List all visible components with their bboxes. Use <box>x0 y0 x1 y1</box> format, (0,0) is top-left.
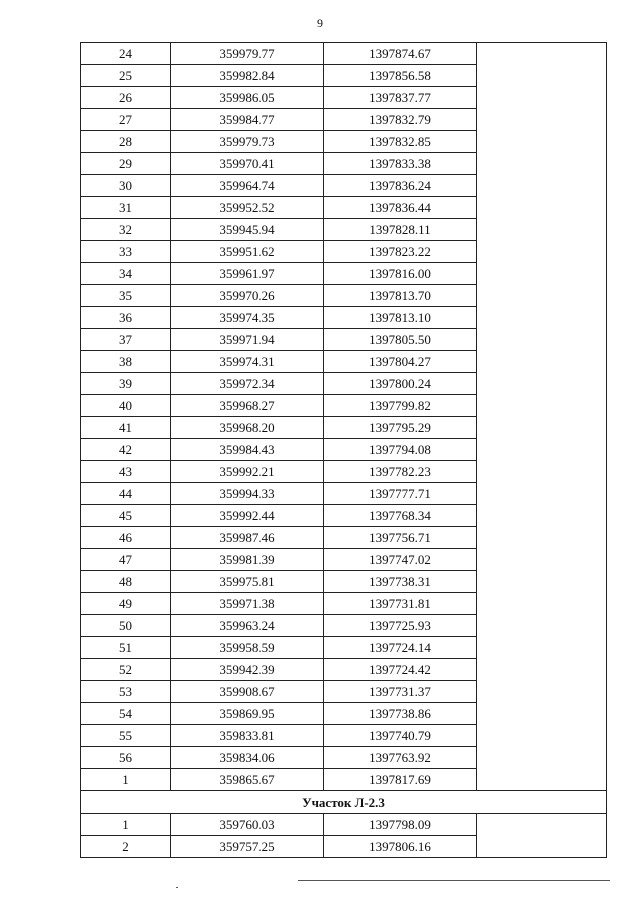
table-row <box>81 43 607 65</box>
x-coordinate-cell: 359961.97 <box>171 263 324 285</box>
point-number-cell: 36 <box>81 307 171 329</box>
point-number-cell: 47 <box>81 549 171 571</box>
y-coordinate-cell: 1397856.58 <box>324 65 477 87</box>
y-coordinate-cell: 1397738.31 <box>324 571 477 593</box>
note-cell <box>477 814 607 858</box>
y-coordinate-cell: 1397805.50 <box>324 329 477 351</box>
y-coordinate-cell: 1397724.42 <box>324 659 477 681</box>
point-number-cell: 32 <box>81 219 171 241</box>
y-coordinate-cell: 1397836.44 <box>324 197 477 219</box>
x-coordinate-cell: 359945.94 <box>171 219 324 241</box>
x-coordinate-cell: 359975.81 <box>171 571 324 593</box>
x-coordinate-cell: 359974.31 <box>171 351 324 373</box>
y-coordinate-cell: 1397794.08 <box>324 439 477 461</box>
x-coordinate-cell: 359984.43 <box>171 439 324 461</box>
y-coordinate-cell: 1397800.24 <box>324 373 477 395</box>
point-number-cell: 28 <box>81 131 171 153</box>
x-coordinate-cell: 359974.35 <box>171 307 324 329</box>
y-coordinate-cell: 1397798.09 <box>324 814 477 836</box>
y-coordinate-cell: 1397817.69 <box>324 769 477 791</box>
point-number-cell: 2 <box>81 836 171 858</box>
x-coordinate-cell: 359908.67 <box>171 681 324 703</box>
x-coordinate-cell: 359834.06 <box>171 747 324 769</box>
x-coordinate-cell: 359964.74 <box>171 175 324 197</box>
x-coordinate-cell: 359981.39 <box>171 549 324 571</box>
y-coordinate-cell: 1397832.85 <box>324 131 477 153</box>
y-coordinate-cell: 1397836.24 <box>324 175 477 197</box>
x-coordinate-cell: 359970.26 <box>171 285 324 307</box>
table-row <box>81 814 607 836</box>
section-header <box>81 791 607 814</box>
y-coordinate-cell: 1397813.10 <box>324 307 477 329</box>
coordinates-table-body-bottom <box>81 814 607 858</box>
x-coordinate-cell: 359982.84 <box>171 65 324 87</box>
point-number-cell: 29 <box>81 153 171 175</box>
point-number-cell: 39 <box>81 373 171 395</box>
x-coordinate-cell: 359971.94 <box>171 329 324 351</box>
point-number-cell: 37 <box>81 329 171 351</box>
point-number-cell: 53 <box>81 681 171 703</box>
point-number-cell: 35 <box>81 285 171 307</box>
coordinates-table <box>80 42 607 858</box>
point-number-cell: 48 <box>81 571 171 593</box>
point-number-cell: 43 <box>81 461 171 483</box>
point-number-cell: 55 <box>81 725 171 747</box>
y-coordinate-cell: 1397756.71 <box>324 527 477 549</box>
x-coordinate-cell: 359986.05 <box>171 87 324 109</box>
y-coordinate-cell: 1397874.67 <box>324 43 477 65</box>
scan-artifact-dot <box>176 887 178 888</box>
note-cell <box>477 43 607 791</box>
x-coordinate-cell: 359979.77 <box>171 43 324 65</box>
y-coordinate-cell: 1397777.71 <box>324 483 477 505</box>
point-number-cell: 46 <box>81 527 171 549</box>
x-coordinate-cell: 359951.62 <box>171 241 324 263</box>
x-coordinate-cell: 359970.41 <box>171 153 324 175</box>
x-coordinate-cell: 359865.67 <box>171 769 324 791</box>
point-number-cell: 1 <box>81 769 171 791</box>
y-coordinate-cell: 1397816.00 <box>324 263 477 285</box>
y-coordinate-cell: 1397804.27 <box>324 351 477 373</box>
point-number-cell: 52 <box>81 659 171 681</box>
point-number-cell: 49 <box>81 593 171 615</box>
y-coordinate-cell: 1397740.79 <box>324 725 477 747</box>
y-coordinate-cell: 1397832.79 <box>324 109 477 131</box>
point-number-cell: 42 <box>81 439 171 461</box>
y-coordinate-cell: 1397813.70 <box>324 285 477 307</box>
y-coordinate-cell: 1397763.92 <box>324 747 477 769</box>
point-number-cell: 30 <box>81 175 171 197</box>
x-coordinate-cell: 359833.81 <box>171 725 324 747</box>
page-number: 9 <box>317 16 323 30</box>
point-number-cell: 44 <box>81 483 171 505</box>
x-coordinate-cell: 359992.21 <box>171 461 324 483</box>
point-number-cell: 26 <box>81 87 171 109</box>
y-coordinate-cell: 1397806.16 <box>324 836 477 858</box>
y-coordinate-cell: 1397768.34 <box>324 505 477 527</box>
y-coordinate-cell: 1397731.81 <box>324 593 477 615</box>
y-coordinate-cell: 1397725.93 <box>324 615 477 637</box>
point-number-cell: 31 <box>81 197 171 219</box>
point-number-cell: 24 <box>81 43 171 65</box>
point-number-cell: 40 <box>81 395 171 417</box>
section-title: Участок Л-2.3 <box>81 791 607 814</box>
point-number-cell: 1 <box>81 814 171 836</box>
x-coordinate-cell: 359942.39 <box>171 659 324 681</box>
x-coordinate-cell: 359869.95 <box>171 703 324 725</box>
x-coordinate-cell: 359992.44 <box>171 505 324 527</box>
section-row <box>81 791 607 814</box>
point-number-cell: 54 <box>81 703 171 725</box>
point-number-cell: 51 <box>81 637 171 659</box>
point-number-cell: 25 <box>81 65 171 87</box>
y-coordinate-cell: 1397782.23 <box>324 461 477 483</box>
scan-artifact-line <box>298 880 610 881</box>
coordinates-table-body-top <box>81 43 607 791</box>
y-coordinate-cell: 1397724.14 <box>324 637 477 659</box>
y-coordinate-cell: 1397833.38 <box>324 153 477 175</box>
point-number-cell: 56 <box>81 747 171 769</box>
x-coordinate-cell: 359968.20 <box>171 417 324 439</box>
point-number-cell: 41 <box>81 417 171 439</box>
x-coordinate-cell: 359963.24 <box>171 615 324 637</box>
y-coordinate-cell: 1397828.11 <box>324 219 477 241</box>
y-coordinate-cell: 1397731.37 <box>324 681 477 703</box>
x-coordinate-cell: 359979.73 <box>171 131 324 153</box>
y-coordinate-cell: 1397747.02 <box>324 549 477 571</box>
x-coordinate-cell: 359760.03 <box>171 814 324 836</box>
y-coordinate-cell: 1397799.82 <box>324 395 477 417</box>
x-coordinate-cell: 359972.34 <box>171 373 324 395</box>
point-number-cell: 27 <box>81 109 171 131</box>
point-number-cell: 33 <box>81 241 171 263</box>
x-coordinate-cell: 359958.59 <box>171 637 324 659</box>
point-number-cell: 45 <box>81 505 171 527</box>
point-number-cell: 38 <box>81 351 171 373</box>
x-coordinate-cell: 359994.33 <box>171 483 324 505</box>
y-coordinate-cell: 1397795.29 <box>324 417 477 439</box>
y-coordinate-cell: 1397837.77 <box>324 87 477 109</box>
x-coordinate-cell: 359984.77 <box>171 109 324 131</box>
y-coordinate-cell: 1397738.86 <box>324 703 477 725</box>
point-number-cell: 50 <box>81 615 171 637</box>
x-coordinate-cell: 359968.27 <box>171 395 324 417</box>
x-coordinate-cell: 359987.46 <box>171 527 324 549</box>
x-coordinate-cell: 359971.38 <box>171 593 324 615</box>
x-coordinate-cell: 359757.25 <box>171 836 324 858</box>
y-coordinate-cell: 1397823.22 <box>324 241 477 263</box>
point-number-cell: 34 <box>81 263 171 285</box>
x-coordinate-cell: 359952.52 <box>171 197 324 219</box>
